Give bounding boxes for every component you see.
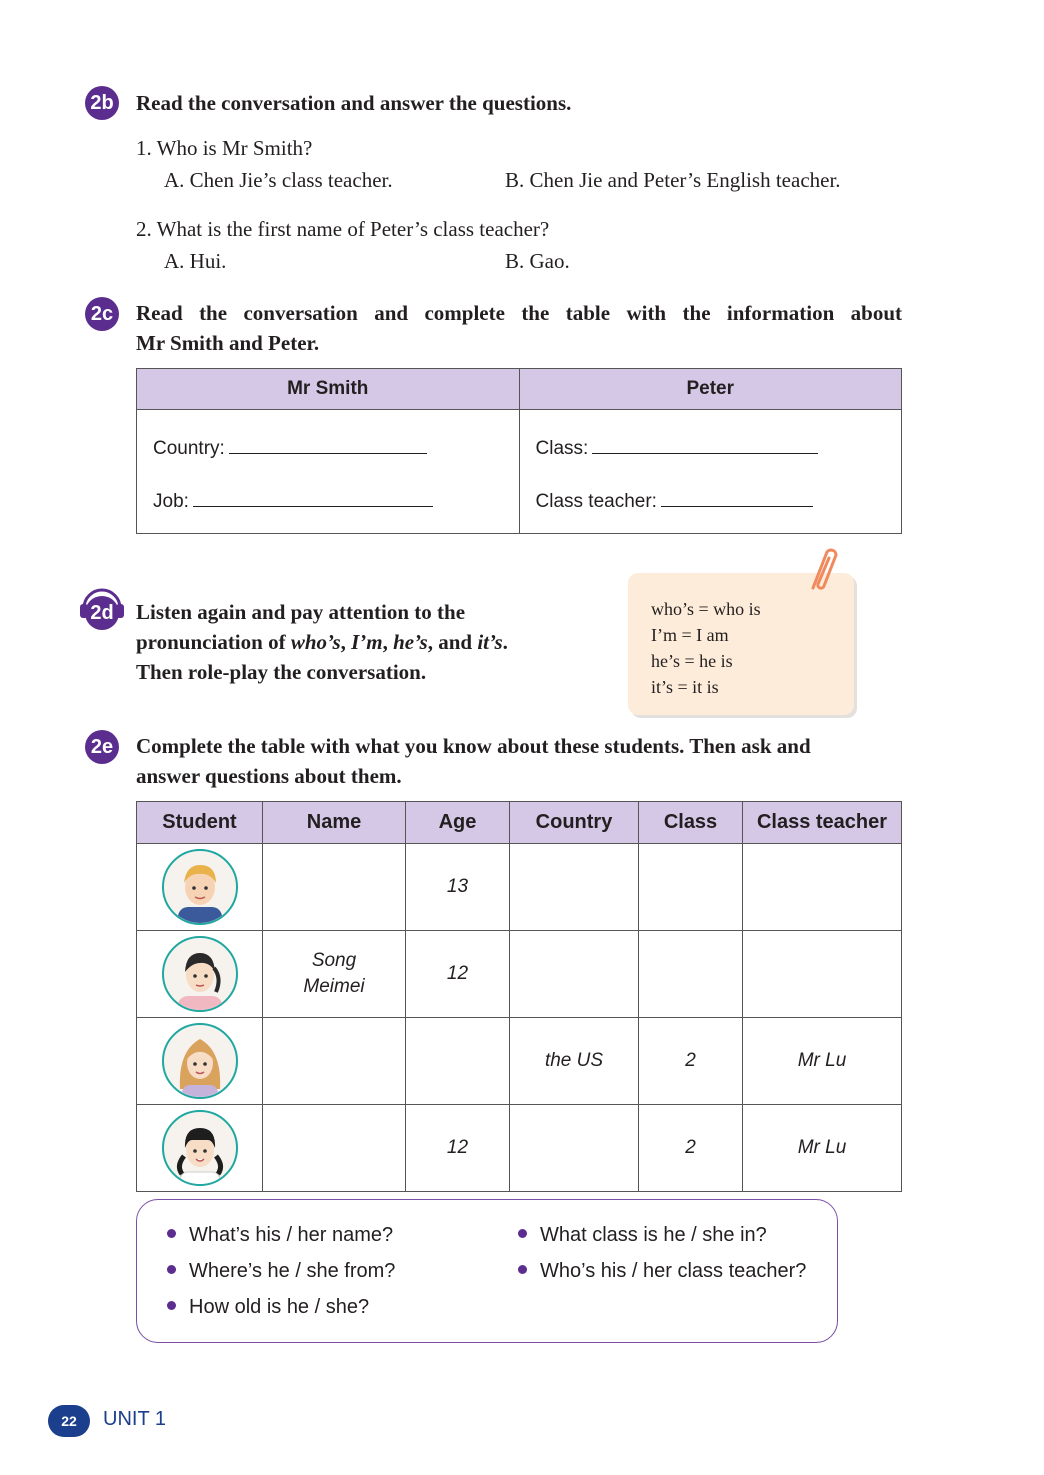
note-line: it’s = it is [651, 677, 719, 697]
name-cell[interactable] [263, 1105, 406, 1192]
header-mr-smith: Mr Smith [137, 369, 520, 410]
name-line: Song [311, 950, 357, 971]
prompt-item: How old is he / she? [167, 1296, 369, 1319]
job-field[interactable] [153, 488, 433, 513]
country-cell[interactable] [510, 844, 639, 931]
class-field[interactable] [536, 435, 819, 460]
student-cell [137, 931, 263, 1018]
country-field[interactable] [153, 435, 427, 460]
header-class: Class [639, 802, 743, 844]
q2-option-a[interactable]: A. Hui. [164, 249, 227, 273]
country-cell[interactable]: the US [510, 1018, 639, 1105]
header-class-teacher: Class teacher [743, 802, 902, 844]
name-line: Meimei [303, 976, 365, 997]
instruction-2c-line1: Read the conversation and complete the table with the information about [136, 301, 902, 325]
class-teacher-label: Class teacher: [535, 491, 657, 512]
teacher-cell[interactable] [743, 844, 902, 931]
note-line: he’s = he is [651, 651, 733, 671]
country-cell[interactable] [510, 1105, 639, 1192]
class-cell[interactable] [639, 931, 743, 1018]
class-cell[interactable] [639, 844, 743, 931]
country-label: Country: [153, 438, 225, 459]
age-cell[interactable]: 13 [406, 844, 510, 931]
teacher-cell[interactable]: Mr Lu [743, 1018, 902, 1105]
class-cell[interactable]: 2 [639, 1105, 743, 1192]
name-cell[interactable] [263, 1018, 406, 1105]
instruction-2b: Read the conversation and answer the questions. [136, 91, 572, 115]
prompt-item: What’s his / her name? [167, 1224, 393, 1247]
q1-option-a[interactable]: A. Chen Jie’s class teacher. [164, 168, 393, 192]
name-cell[interactable] [263, 844, 406, 931]
table-row [137, 1018, 902, 1105]
question-prompts-box [136, 1199, 838, 1343]
age-cell[interactable] [406, 1018, 510, 1105]
section-badge-2e: 2e [85, 730, 119, 764]
section-badge-2d: 2d [85, 596, 119, 630]
section-badge-2b: 2b [85, 86, 119, 120]
country-cell[interactable] [510, 931, 639, 1018]
teacher-cell[interactable]: Mr Lu [743, 1105, 902, 1192]
student-cell [137, 1105, 263, 1192]
page-number: 22 [48, 1405, 90, 1437]
bullet-icon [167, 1265, 176, 1274]
job-label: Job: [153, 491, 189, 512]
name-cell[interactable] [263, 931, 406, 1018]
note-line: I’m = I am [651, 625, 729, 645]
bullet-icon [167, 1301, 176, 1310]
header-country: Country [510, 802, 639, 844]
word-im: I’m [351, 630, 383, 654]
instruction-2e-line2: answer questions about them. [136, 764, 402, 788]
bullet-icon [518, 1265, 527, 1274]
student-avatar-girl-pigtails [162, 1110, 238, 1186]
note-line: who’s = who is [651, 599, 761, 619]
peter-cell [519, 410, 902, 534]
class-teacher-field[interactable] [536, 488, 813, 513]
age-cell[interactable]: 12 [406, 1105, 510, 1192]
table-row [137, 844, 902, 931]
student-avatar-girl-blonde [162, 1023, 238, 1099]
word-hes: he’s [393, 630, 428, 654]
header-name: Name [263, 802, 406, 844]
instruction-2e-line1: Complete the table with what you know about these students. Then ask and [136, 734, 811, 758]
bullet-icon [518, 1229, 527, 1238]
question-1: 1. Who is Mr Smith? [136, 136, 313, 160]
question-2: 2. What is the first name of Peter’s class teacher? [136, 217, 550, 241]
q1-option-b[interactable]: B. Chen Jie and Peter’s English teacher. [505, 168, 841, 192]
instruction-2d-line2: pronunciation of who’s, I’m, he’s, and it’s. [136, 630, 508, 654]
paperclip-icon [803, 544, 839, 597]
class-label: Class: [535, 438, 589, 459]
instruction-2c-line2: Mr Smith and Peter. [136, 331, 320, 355]
table-row [137, 1105, 902, 1192]
class-cell[interactable]: 2 [639, 1018, 743, 1105]
instruction-2d-line1: Listen again and pay attention to the [136, 600, 466, 624]
section-badge-2c: 2c [85, 297, 119, 331]
table-row [137, 931, 902, 1018]
header-peter: Peter [519, 369, 902, 410]
student-cell [137, 1018, 263, 1105]
prompt-item: Who’s his / her class teacher? [518, 1260, 806, 1283]
info-table [136, 368, 902, 534]
word-its: it’s [477, 630, 503, 654]
header-student: Student [137, 802, 263, 844]
student-avatar-boy [162, 849, 238, 925]
bullet-icon [167, 1229, 176, 1238]
teacher-cell[interactable] [743, 931, 902, 1018]
mr-smith-cell [137, 410, 520, 534]
prompt-item: Where’s he / she from? [167, 1260, 395, 1283]
prompt-item: What class is he / she in? [518, 1224, 767, 1247]
instruction-2d-line3: Then role-play the conversation. [136, 660, 427, 684]
student-avatar-girl-ponytail [162, 936, 238, 1012]
students-table [136, 801, 902, 1192]
q2-option-b[interactable]: B. Gao. [505, 249, 570, 273]
student-cell [137, 844, 263, 931]
header-age: Age [406, 802, 510, 844]
age-cell[interactable]: 12 [406, 931, 510, 1018]
word-whos: who’s [290, 630, 341, 654]
unit-label: UNIT 1 [103, 1408, 166, 1430]
